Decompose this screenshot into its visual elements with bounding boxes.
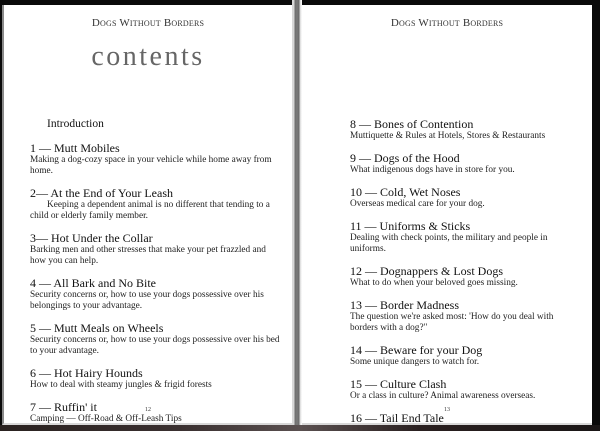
running-head: Dogs Without Borders [91, 17, 205, 29]
toc-entry-title: 13 — Border Madness [350, 298, 459, 312]
toc-entry [30, 366, 280, 391]
toc-entry-description: Overseas medical care for your dog. [350, 199, 485, 209]
toc-entry-description: Making a dog-cozy space in your vehicle while home away from home. [30, 155, 272, 176]
left-page [2, 5, 292, 425]
page-gutter [292, 0, 302, 428]
toc-entry-description: What indigenous dogs have in store for you. [350, 165, 515, 175]
toc-entry-title: 4 — All Bark and No Bite [30, 276, 156, 290]
toc-entry [30, 276, 280, 312]
toc-entry-title: 9 — Dogs of the Hood [350, 151, 460, 165]
toc-entry-description: Keeping a dependent animal is no different that tending to a child or elderly family member. [30, 200, 270, 221]
toc-entry-description: Dealing with check points, the military and people in uniforms. [350, 233, 548, 254]
running-head: Dogs Without Borders [390, 17, 504, 29]
right-page [302, 5, 592, 425]
toc-entry [350, 185, 580, 210]
toc-entry-title: 11 — Uniforms & Sticks [350, 219, 471, 233]
toc-entry [30, 141, 280, 177]
toc-entry-title: 10 — Cold, Wet Noses [350, 185, 461, 199]
toc-entry-description: Muttiquette & Rules at Hotels, Stores & Restaurants [350, 131, 546, 141]
toc-entry [350, 377, 580, 402]
page-number: 13 [444, 407, 450, 413]
toc-introduction: Introduction [47, 118, 104, 130]
toc-entry-title: 8 — Bones of Contention [350, 117, 474, 131]
toc-entry [350, 298, 580, 334]
toc-entry [350, 343, 580, 368]
toc-entry-title: 1 — Mutt Mobiles [30, 141, 120, 155]
page-number: 12 [145, 407, 151, 413]
contents-heading: contents [91, 41, 205, 72]
toc-entry [30, 231, 280, 267]
toc-entry-description: Barking men and other stresses that make your pet frazzled and how you can help. [30, 245, 266, 266]
toc-entry [30, 186, 280, 222]
toc-entry-description: Some unique dangers to watch for. [350, 357, 480, 367]
toc-entry-title: 14 — Beware for your Dog [350, 343, 483, 357]
toc-entry-title: 12 — Dognappers & Lost Dogs [350, 264, 503, 278]
toc-entry [350, 151, 580, 176]
toc-entry [30, 321, 280, 357]
toc-entry-description: How to deal with steamy jungles & frigid forests [30, 380, 212, 390]
toc-entry-title: 7 — Ruffin' it [30, 400, 97, 414]
toc-entry-description: What to do when your beloved goes missing. [350, 278, 518, 288]
toc-entry-description: Camping — Off-Road & Off-Leash Tips [30, 414, 182, 424]
toc-entry-description: Or a class in culture? Animal awareness overseas. [350, 391, 536, 401]
toc-entry-title: 6 — Hot Hairy Hounds [30, 366, 143, 380]
toc-entry-description: Security concerns or, how to use your dogs possessive over his bed to your advantage. [30, 335, 280, 356]
viewer-bottom-edge [0, 425, 600, 431]
toc-entry-description: The question we're asked most: 'How do you deal with borders with a dog?" [350, 312, 554, 333]
toc-list-right [350, 117, 580, 431]
toc-entry-title: 15 — Culture Clash [350, 377, 447, 391]
toc-entry [350, 117, 580, 142]
toc-entry-description: Security concerns or, how to use your dogs possessive over his belongings to your advantage. [30, 290, 264, 311]
toc-entry [350, 264, 580, 289]
toc-entry [350, 219, 580, 255]
toc-entry-title: 16 — Tail End Tale [350, 411, 444, 425]
toc-entry-title: 5 — Mutt Meals on Wheels [30, 321, 164, 335]
toc-list-left [30, 141, 280, 431]
viewer-edge [592, 0, 600, 431]
toc-entry-title: 3— Hot Under the Collar [30, 231, 153, 245]
toc-entry-title: 2— At the End of Your Leash [30, 186, 173, 200]
